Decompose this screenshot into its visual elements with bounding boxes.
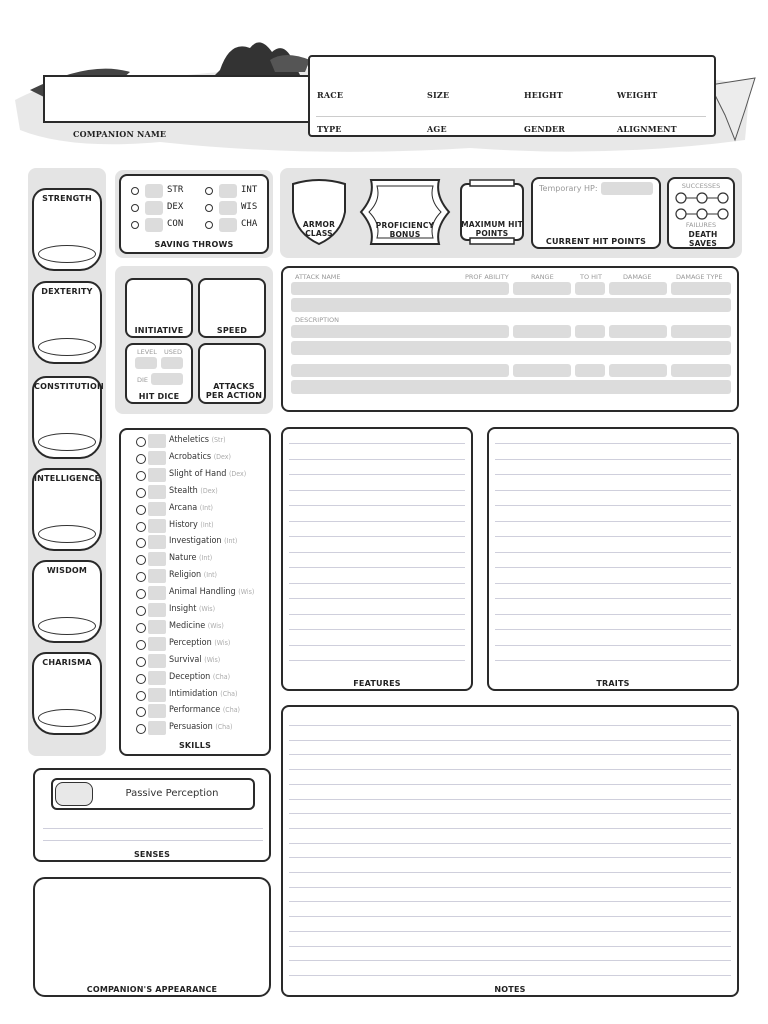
failure-circles-icon[interactable]: [672, 208, 732, 220]
features-rule-line: [289, 443, 465, 444]
hit-dice-level-field[interactable]: [135, 357, 157, 369]
skill-label: Medicine: [169, 620, 206, 631]
appearance-title: COMPANION'S APPEARANCE: [86, 985, 218, 994]
traits-rule-line: [495, 598, 731, 599]
saving-throws-box: [119, 174, 269, 254]
skill-proficiency-icon[interactable]: [136, 471, 146, 481]
save-value-field[interactable]: [219, 201, 237, 215]
skill-value-field[interactable]: [148, 637, 166, 651]
skill-value-field[interactable]: [148, 688, 166, 702]
skill-row[interactable]: [136, 720, 268, 737]
skill-proficiency-icon[interactable]: [136, 538, 146, 548]
save-label: DEX: [167, 202, 184, 212]
attack-desc-field[interactable]: [291, 380, 731, 394]
skill-ability: (Wis): [199, 605, 216, 613]
col-damage: DAMAGE: [623, 273, 652, 281]
hit-dice-title: HIT DICE: [138, 392, 180, 401]
speed-box[interactable]: [198, 278, 266, 338]
skill-row[interactable]: [136, 467, 268, 484]
skill-ability: (Int): [224, 537, 238, 546]
skill-row[interactable]: [136, 484, 268, 501]
notes-rule-line: [289, 901, 731, 902]
skill-proficiency-icon[interactable]: [136, 589, 146, 599]
skill-proficiency-icon[interactable]: [136, 640, 146, 650]
skill-ability: (Cha): [212, 672, 231, 681]
attack-prof-field[interactable]: [513, 364, 571, 377]
save-proficiency-radio[interactable]: [205, 204, 213, 212]
hit-dice-used-field[interactable]: [161, 357, 183, 369]
save-row-cha[interactable]: [205, 218, 265, 232]
features-rule-line: [289, 614, 465, 615]
save-row-int[interactable]: [205, 184, 265, 198]
attack-row[interactable]: [291, 325, 731, 357]
traits-rule-line: [495, 490, 731, 491]
skill-name: [169, 621, 224, 631]
skill-ability: (Wis): [204, 655, 221, 664]
attack-range-field[interactable]: [575, 325, 605, 338]
skill-name: [169, 570, 217, 580]
field-size[interactable]: SIZE: [427, 90, 450, 100]
notes-rule-line: [289, 872, 731, 873]
skill-proficiency-icon[interactable]: [136, 437, 146, 447]
traits-rule-line: [495, 536, 731, 537]
ability-label: INTELLIGENCE: [34, 474, 101, 483]
save-row-wis[interactable]: [205, 201, 265, 215]
notes-rule-line: [289, 813, 731, 814]
field-gender[interactable]: GENDER: [524, 124, 566, 134]
skill-value-field[interactable]: [148, 502, 166, 516]
skill-label: Slight of Hand: [169, 468, 227, 479]
skill-name: [169, 689, 237, 699]
skill-name: [169, 553, 212, 563]
features-rule-line: [289, 567, 465, 568]
ability-charisma[interactable]: [32, 652, 102, 735]
traits-box[interactable]: [487, 427, 739, 691]
skill-proficiency-icon[interactable]: [136, 606, 146, 616]
armor-class-shield[interactable]: [287, 176, 351, 246]
save-row-con[interactable]: [131, 218, 191, 232]
skill-value-field[interactable]: [148, 552, 166, 566]
notes-rule-line: [289, 828, 731, 829]
skill-label: Persuasion: [169, 722, 213, 733]
skill-proficiency-icon[interactable]: [136, 555, 146, 565]
traits-rule-line: [495, 614, 731, 615]
attack-range-field[interactable]: [575, 282, 605, 295]
features-rule-line: [289, 660, 465, 661]
armor-class-label: ARMOR CLASS: [302, 220, 336, 238]
ability-intelligence[interactable]: [32, 468, 102, 551]
save-label: CHA: [241, 219, 258, 229]
skill-row[interactable]: [136, 433, 268, 450]
features-rule-line: [289, 552, 465, 553]
notes-title: NOTES: [494, 985, 526, 994]
skill-label: Performance: [169, 705, 221, 716]
ability-strength[interactable]: [32, 188, 102, 271]
col-damage-type: DAMAGE TYPE: [676, 273, 723, 281]
attack-desc-field[interactable]: [291, 298, 731, 312]
proficiency-bonus-badge[interactable]: [357, 176, 453, 248]
features-rule-line: [289, 490, 465, 491]
skill-proficiency-icon[interactable]: [136, 572, 146, 582]
save-proficiency-radio[interactable]: [205, 221, 213, 229]
skill-label: Investigation: [169, 536, 222, 547]
notes-rule-line: [289, 931, 731, 932]
skills-title: SKILLS: [178, 741, 212, 750]
save-label: WIS: [241, 202, 258, 212]
attack-range-field[interactable]: [575, 364, 605, 377]
initiative-label: INITIATIVE: [134, 326, 184, 335]
skill-proficiency-icon[interactable]: [136, 454, 146, 464]
hit-dice-used-label: USED: [164, 348, 182, 356]
skill-ability: (Cha): [222, 706, 241, 715]
companion-name-label: COMPANION NAME: [73, 129, 167, 139]
col-attack-name: ATTACK NAME: [295, 273, 341, 281]
field-alignment[interactable]: ALIGNMENT: [617, 124, 677, 134]
skill-ability: (Dex): [228, 469, 247, 478]
skill-proficiency-icon[interactable]: [136, 724, 146, 734]
ability-dexterity[interactable]: [32, 281, 102, 364]
saving-throws-title: SAVING THROWS: [154, 240, 234, 249]
ability-modifier[interactable]: [38, 525, 96, 543]
notes-rule-line: [289, 916, 731, 917]
ability-modifier[interactable]: [38, 433, 96, 451]
passive-perception-label: Passive Perception: [125, 788, 219, 799]
temp-hp-field[interactable]: [601, 182, 653, 195]
death-saves-box: [667, 177, 735, 249]
attacks-per-action-box[interactable]: [198, 343, 266, 404]
skill-proficiency-icon[interactable]: [136, 674, 146, 684]
attack-row[interactable]: [291, 364, 731, 396]
skill-name: [169, 705, 240, 715]
skill-row[interactable]: [136, 518, 268, 535]
skill-label: Insight: [169, 604, 197, 614]
ability-constitution[interactable]: [32, 376, 102, 459]
skill-ability: (Wis): [238, 588, 255, 597]
skill-name: [169, 503, 213, 513]
skill-row[interactable]: [136, 703, 268, 720]
features-rule-line: [289, 459, 465, 460]
skill-name: [169, 520, 214, 530]
skill-row[interactable]: [136, 670, 268, 687]
skill-proficiency-icon[interactable]: [136, 488, 146, 498]
skill-value-field[interactable]: [148, 569, 166, 583]
skill-ability: (Int): [199, 503, 213, 512]
skill-row[interactable]: [136, 653, 268, 670]
features-rule-line: [289, 521, 465, 522]
skill-value-field[interactable]: [148, 519, 166, 533]
initiative-box[interactable]: [125, 278, 193, 338]
attack-tohit-field[interactable]: [609, 364, 667, 377]
skill-ability: (Wis): [207, 621, 224, 630]
proficiency-bonus-label: PROFICIENCY BONUS: [375, 221, 435, 239]
skill-ability: (Int): [199, 554, 213, 563]
save-proficiency-radio[interactable]: [205, 187, 213, 195]
skill-ability: (Cha): [215, 723, 233, 732]
skill-label: Arcana: [169, 502, 198, 513]
skill-row[interactable]: [136, 551, 268, 568]
save-proficiency-radio[interactable]: [131, 221, 139, 229]
hit-dice-box: [125, 343, 193, 404]
attacks-per-action-label: ATTACKS PER ACTION: [205, 382, 263, 400]
notes-rule-line: [289, 799, 731, 800]
notes-rule-line: [289, 769, 731, 770]
attack-name-field[interactable]: [291, 325, 509, 338]
skill-ability: (Int): [200, 520, 214, 529]
skill-label: Deception: [169, 671, 211, 682]
max-hp-box[interactable]: [458, 178, 526, 246]
header-banner: [10, 30, 760, 155]
skill-row[interactable]: [136, 534, 268, 551]
attack-damage-field[interactable]: [671, 325, 731, 338]
skill-value-field[interactable]: [148, 620, 166, 634]
traits-rule-line: [495, 505, 731, 506]
traits-title: TRAITS: [596, 679, 630, 688]
hit-dice-die-field[interactable]: [151, 373, 183, 385]
passive-perception-value[interactable]: [55, 782, 93, 806]
notes-box[interactable]: [281, 705, 739, 997]
traits-rule-line: [495, 567, 731, 568]
skill-label: Nature: [169, 553, 197, 564]
ability-label: WISDOM: [46, 566, 88, 575]
skill-value-field[interactable]: [148, 721, 166, 735]
skill-proficiency-icon[interactable]: [136, 707, 146, 717]
skill-proficiency-icon[interactable]: [136, 623, 146, 633]
appearance-box[interactable]: [33, 877, 271, 997]
save-value-field[interactable]: [145, 184, 163, 198]
attack-name-field[interactable]: [291, 364, 509, 377]
attack-damage-field[interactable]: [671, 282, 731, 295]
attack-damage-field[interactable]: [671, 364, 731, 377]
ability-label: STRENGTH: [42, 194, 92, 203]
skill-value-field[interactable]: [148, 671, 166, 685]
save-label: CON: [167, 219, 184, 229]
attack-row[interactable]: [291, 282, 731, 314]
notes-rule-line: [289, 946, 731, 947]
field-weight[interactable]: WEIGHT: [617, 90, 658, 100]
skill-value-field[interactable]: [148, 535, 166, 549]
traits-rule-line: [495, 443, 731, 444]
skill-label: History: [169, 519, 198, 530]
save-value-field[interactable]: [145, 218, 163, 232]
features-title: FEATURES: [353, 679, 401, 688]
notes-rule-line: [289, 784, 731, 785]
max-hp-label: MAXIMUM HIT POINTS: [461, 220, 523, 238]
save-proficiency-radio[interactable]: [131, 204, 139, 212]
attack-prof-field[interactable]: [513, 325, 571, 338]
traits-rule-line: [495, 583, 731, 584]
skill-proficiency-icon[interactable]: [136, 691, 146, 701]
skill-ability: (Cha): [220, 689, 238, 698]
description-label: DESCRIPTION: [295, 316, 339, 324]
skill-value-field[interactable]: [148, 468, 166, 482]
save-value-field[interactable]: [145, 201, 163, 215]
col-prof-ability: PROF ABILITY: [465, 273, 509, 281]
traits-rule-line: [495, 459, 731, 460]
skill-value-field[interactable]: [148, 654, 166, 668]
current-hp-label: CURRENT HIT POINTS: [545, 237, 647, 246]
skill-name: [169, 536, 237, 546]
ability-modifier[interactable]: [38, 617, 96, 635]
skill-name: [169, 604, 215, 614]
skill-value-field[interactable]: [148, 485, 166, 499]
traits-rule-line: [495, 474, 731, 475]
save-label: STR: [167, 185, 184, 195]
skill-ability: (Wis): [214, 638, 231, 647]
features-rule-line: [289, 474, 465, 475]
skill-ability: (Dex): [213, 452, 231, 461]
skill-value-field[interactable]: [148, 434, 166, 448]
ability-label: CONSTITUTION: [34, 382, 104, 391]
field-height[interactable]: HEIGHT: [524, 90, 563, 100]
skill-name: [169, 722, 233, 732]
save-label: INT: [241, 185, 258, 195]
features-rule-line: [289, 645, 465, 646]
skill-name: [169, 587, 254, 597]
attack-prof-field[interactable]: [513, 282, 571, 295]
skill-name: [169, 638, 230, 648]
failures-label: FAILURES: [685, 221, 717, 229]
skill-label: Religion: [169, 570, 202, 581]
skill-row[interactable]: [136, 687, 268, 704]
skill-name: [169, 655, 220, 665]
skill-name: [169, 486, 218, 496]
ability-modifier[interactable]: [38, 709, 96, 727]
companion-name-field[interactable]: [43, 75, 313, 123]
temp-hp-label: Temporary HP:: [539, 184, 598, 193]
skill-value-field[interactable]: [148, 451, 166, 465]
notes-rule-line: [289, 740, 731, 741]
ability-modifier[interactable]: [38, 245, 96, 263]
skill-name: [169, 435, 226, 445]
features-box[interactable]: [281, 427, 473, 691]
ability-modifier[interactable]: [38, 338, 96, 356]
skill-label: Atheletics: [169, 435, 209, 445]
notes-rule-line: [289, 725, 731, 726]
save-value-field[interactable]: [219, 184, 237, 198]
traits-rule-line: [495, 552, 731, 553]
skill-proficiency-icon[interactable]: [136, 522, 146, 532]
col-to-hit: TO HIT: [580, 273, 602, 281]
skill-value-field[interactable]: [148, 586, 166, 600]
field-age[interactable]: AGE: [427, 124, 447, 134]
field-type[interactable]: TYPE: [317, 124, 342, 134]
skill-value-field[interactable]: [148, 603, 166, 617]
skill-row[interactable]: [136, 619, 268, 636]
current-hp-box[interactable]: [531, 177, 661, 249]
skill-ability: (Int): [203, 571, 217, 580]
skill-label: Acrobatics: [169, 451, 212, 462]
skill-row[interactable]: [136, 501, 268, 518]
attacks-box: [281, 266, 739, 412]
ability-label: DEXTERITY: [41, 287, 93, 296]
senses-title: SENSES: [133, 850, 171, 859]
skill-label: Animal Handling: [169, 587, 236, 598]
traits-rule-line: [495, 645, 731, 646]
ability-wisdom[interactable]: [32, 560, 102, 643]
skill-value-field[interactable]: [148, 704, 166, 718]
attack-desc-field[interactable]: [291, 341, 731, 355]
features-rule-line: [289, 583, 465, 584]
col-range: RANGE: [531, 273, 554, 281]
traits-rule-line: [495, 629, 731, 630]
speed-label: SPEED: [216, 326, 248, 335]
skill-label: Stealth: [169, 485, 198, 496]
attack-tohit-field[interactable]: [609, 325, 667, 338]
hit-dice-level-label: LEVEL: [137, 348, 157, 356]
senses-box: [33, 768, 271, 862]
ability-label: CHARISMA: [42, 658, 92, 667]
features-rule-line: [289, 536, 465, 537]
skill-proficiency-icon[interactable]: [136, 505, 146, 515]
attack-name-field[interactable]: [291, 282, 509, 295]
skill-ability: (Str): [211, 436, 226, 444]
notes-rule-line: [289, 754, 731, 755]
save-value-field[interactable]: [219, 218, 237, 232]
skill-label: Perception: [169, 637, 212, 648]
skill-row[interactable]: [136, 450, 268, 467]
success-circles-icon[interactable]: [672, 192, 732, 204]
skill-row[interactable]: [136, 636, 268, 653]
successes-label: SUCCESSES: [681, 182, 721, 190]
skill-label: Intimidation: [169, 688, 218, 699]
skill-name: [169, 672, 230, 682]
skill-proficiency-icon[interactable]: [136, 657, 146, 667]
passive-perception-field[interactable]: [51, 778, 255, 810]
features-rule-line: [289, 629, 465, 630]
features-rule-line: [289, 598, 465, 599]
skill-name: [169, 452, 231, 462]
skill-label: Survival: [169, 654, 202, 665]
traits-rule-line: [495, 660, 731, 661]
field-race[interactable]: RACE: [317, 90, 344, 100]
notes-rule-line: [289, 975, 731, 976]
notes-rule-line: [289, 843, 731, 844]
death-saves-label: DEATH SAVES: [688, 230, 718, 248]
save-proficiency-radio[interactable]: [131, 187, 139, 195]
traits-rule-line: [495, 521, 731, 522]
notes-rule-line: [289, 887, 731, 888]
notes-rule-line: [289, 960, 731, 961]
save-row-str[interactable]: [131, 184, 191, 198]
hit-dice-die-label: DIE: [137, 376, 149, 384]
skill-row[interactable]: [136, 585, 268, 602]
skill-ability: (Dex): [200, 486, 218, 495]
skill-name: [169, 469, 246, 479]
features-rule-line: [289, 505, 465, 506]
skill-row[interactable]: [136, 602, 268, 619]
notes-rule-line: [289, 857, 731, 858]
save-row-dex[interactable]: [131, 201, 191, 215]
attack-tohit-field[interactable]: [609, 282, 667, 295]
skill-row[interactable]: [136, 568, 268, 585]
